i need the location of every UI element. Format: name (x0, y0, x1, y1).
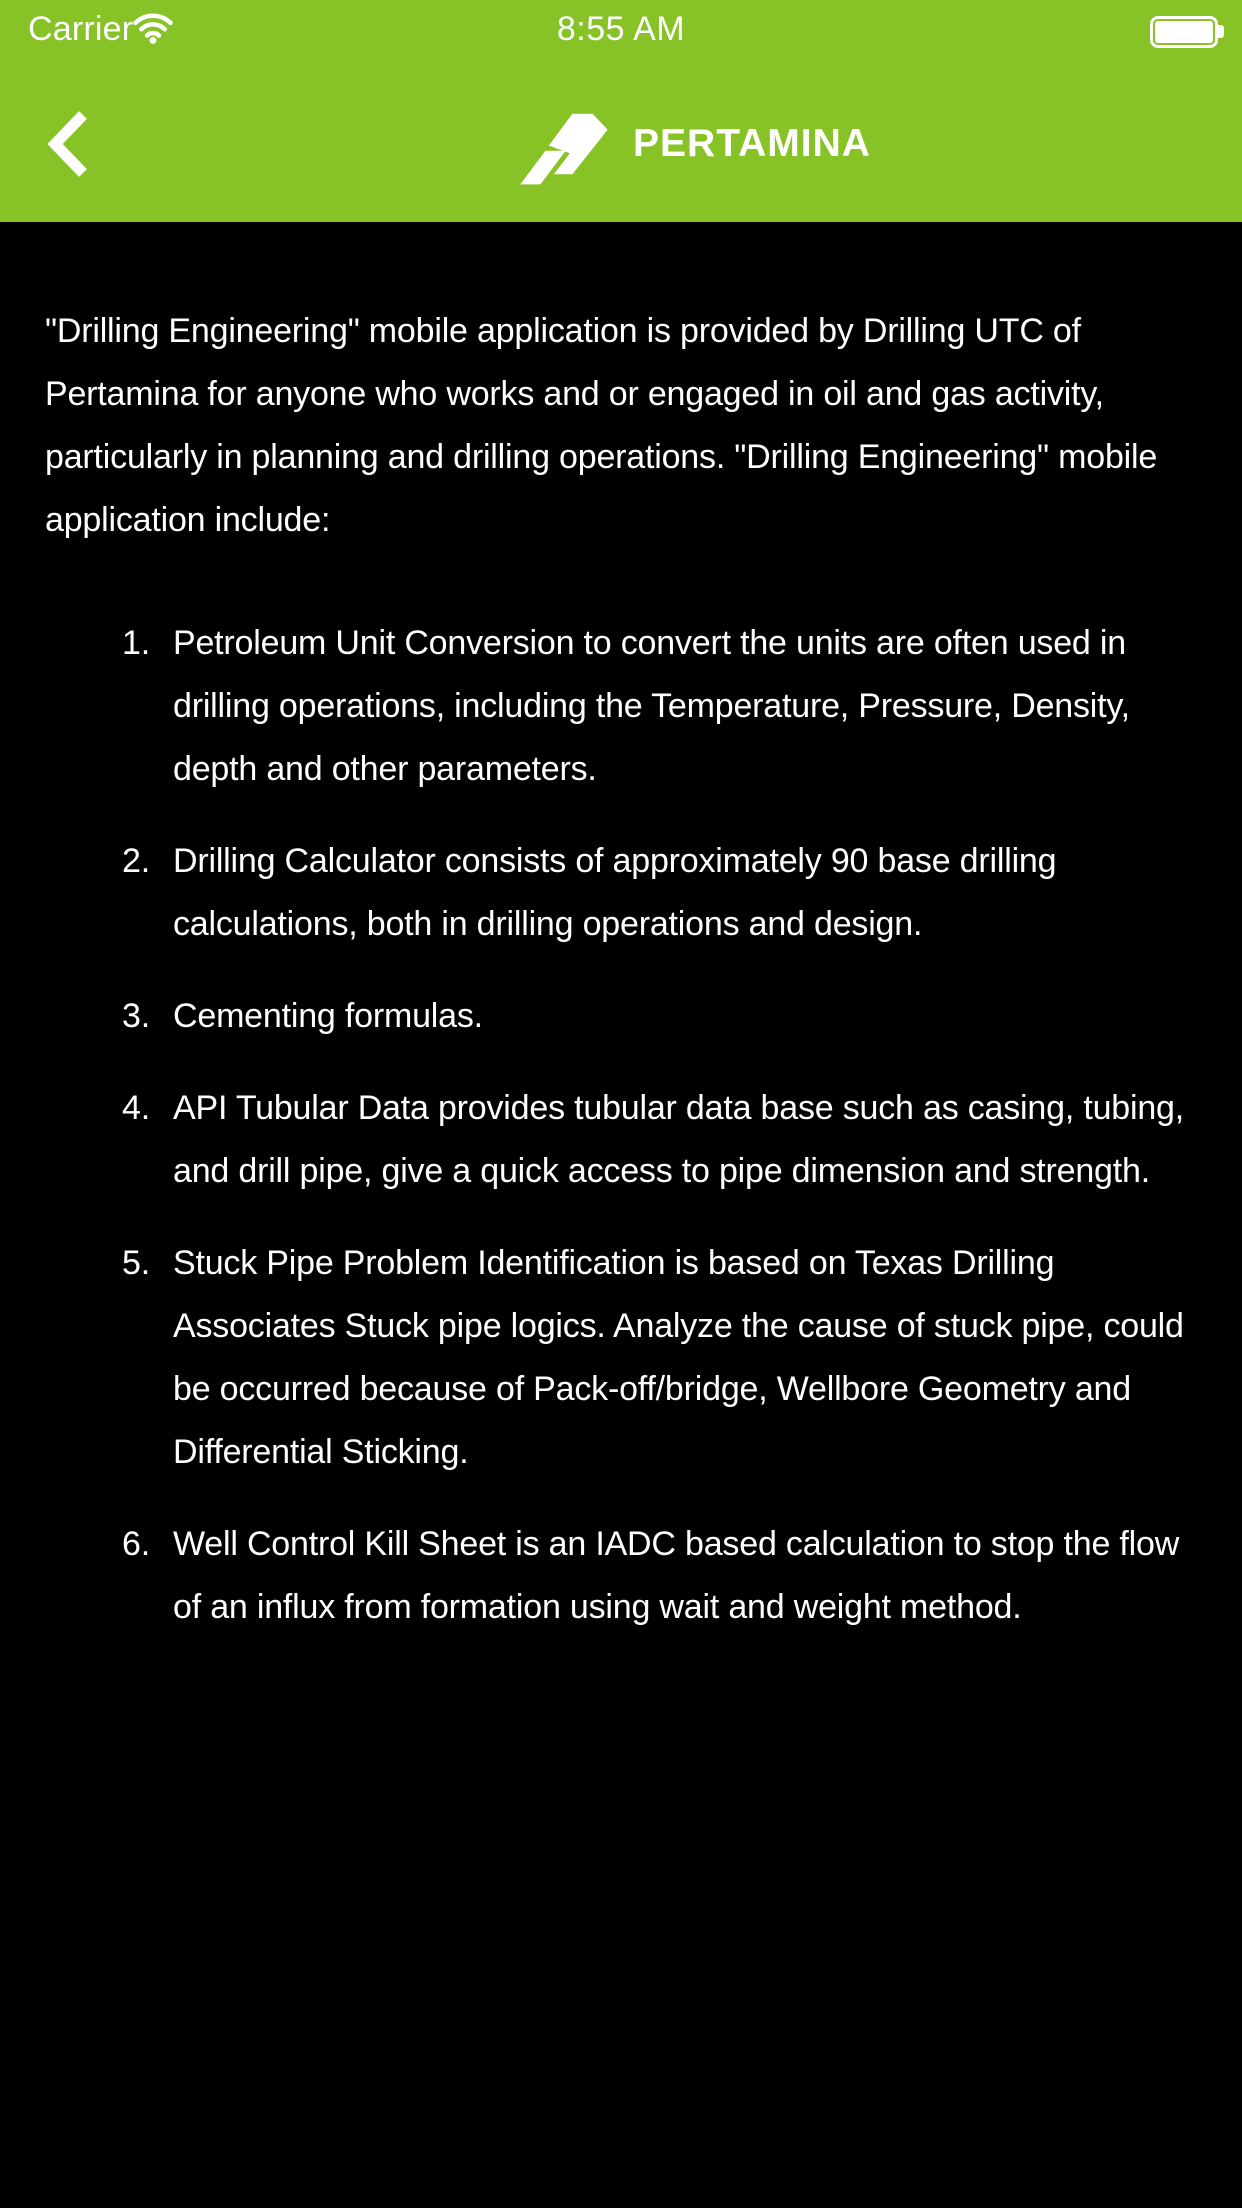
list-item (45, 830, 1197, 956)
list-item-text: Cementing formulas. (173, 997, 483, 1035)
content-area (0, 222, 1242, 1668)
list-item (45, 612, 1197, 801)
features-list (45, 612, 1197, 1639)
list-item-number: 5. (122, 1244, 150, 1282)
list-item-number: 1. (122, 624, 150, 662)
wifi-icon (132, 11, 174, 50)
carrier-label: Carrier (28, 10, 134, 48)
intro-paragraph: "Drilling Engineering" mobile application is provided by Drilling UTC of Pertamina for anyone who works and or engaged in oil and gas activity, particularly in planning and drilling operations. "Drilling Engineering" mobile application include: (45, 312, 1158, 539)
list-item (45, 985, 1197, 1048)
list-item-number: 3. (122, 997, 150, 1035)
list-item-text: API Tubular Data provides tubular data base such as casing, tubing, and drill pipe, give a quick access to pipe dimension and strength. (173, 1089, 1184, 1190)
list-item (45, 1513, 1197, 1639)
back-button[interactable] (34, 100, 104, 190)
list-item-text: Petroleum Unit Conversion to convert the units are often used in drilling operations, including the Temperature, Pressure, Density, depth and other parameters. (173, 624, 1130, 788)
list-item-number: 6. (122, 1525, 150, 1563)
pertamina-wordmark: PERTAMINA (633, 122, 871, 165)
list-item-number: 4. (122, 1089, 150, 1127)
pertamina-arrow-logo-icon (518, 102, 620, 186)
list-item (45, 1232, 1197, 1484)
chevron-left-icon (47, 111, 91, 180)
battery-full-icon (1150, 16, 1218, 48)
header (0, 0, 1242, 222)
status-time: 8:55 AM (556, 10, 686, 48)
list-item-text: Stuck Pipe Problem Identification is based on Texas Drilling Associates Stuck pipe logics. Analyze the cause of stuck pipe, could be occurred because of Pack-off/bridge, Wellbore Geometry and Differential Sticking. (173, 1244, 1184, 1471)
list-item-text: Well Control Kill Sheet is an IADC based calculation to stop the flow of an influx from formation using wait and weight method. (173, 1525, 1180, 1626)
pertamina-logo (518, 98, 871, 190)
list-item (45, 1077, 1197, 1203)
list-item-text: Drilling Calculator consists of approximately 90 base drilling calculations, both in drilling operations and design. (173, 842, 1057, 943)
list-item-number: 2. (122, 842, 150, 880)
